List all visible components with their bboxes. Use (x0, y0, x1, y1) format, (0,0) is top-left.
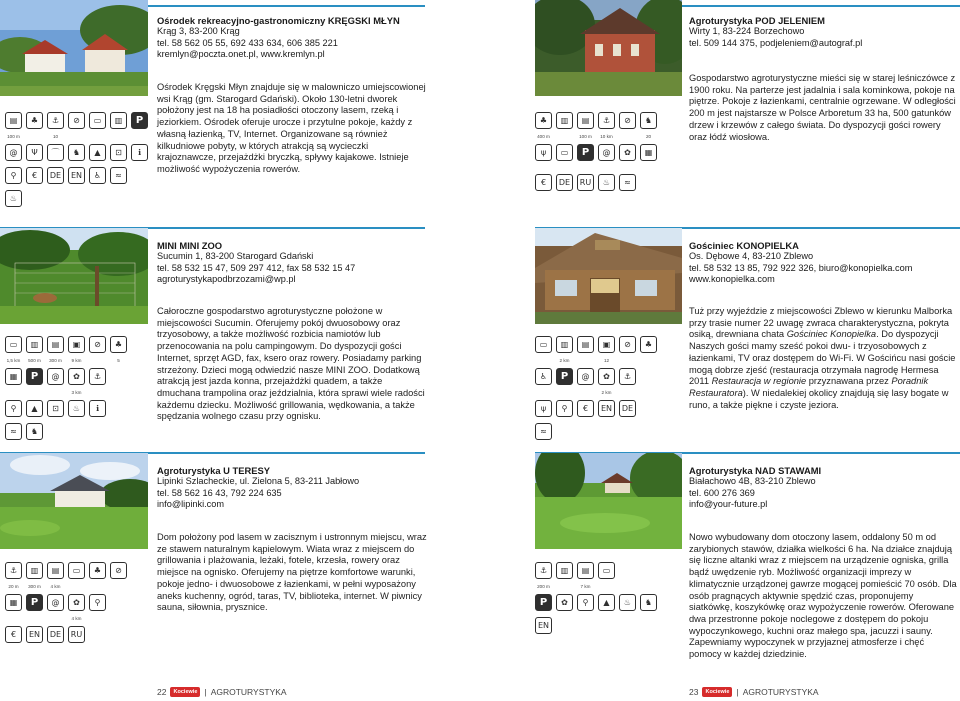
listing-title: Ośrodek rekreacyjno-gastronomiczny KRĘGSKI MŁYN (157, 15, 400, 26)
pets-icon: ✿ (68, 594, 85, 611)
distance-label: 10 (52, 134, 59, 139)
distance-label (26, 388, 43, 397)
kociewie-logo: Kociewie (170, 687, 200, 697)
bed-icon: ▭ (89, 112, 106, 129)
tent-icon: ▲ (598, 594, 615, 611)
listing-description: Ośrodek Kręgski Młyn znajduje się w malowniczo umiejscowionej wsi Krąg (gm. Starogard Gdański). Około 130-letni dworek położony jest na 18 ha posiadłości otoczony lasem, rzeką i jeziorkiem. Ośrodek oferuje urocze i przytulne pokoje, każdy z własną łazienką, TV, Internet. Organizowane są również kilkudniowe pobyty, w których atrakcją są wycieczki krajoznawcze, przejażdżki bryczką, spływy kajakowe. Istnieje możliwość wypożyczenia rowerów. (157, 82, 426, 174)
distance-label: 400 m (537, 134, 550, 139)
desc-italic: Gościniec Konopielka (786, 329, 877, 340)
shop-icon: ▣ (598, 336, 615, 353)
distance-label: 500 m (28, 358, 41, 363)
distance-label (89, 356, 106, 365)
distance-label (26, 132, 43, 141)
listing-address: Białachowo 4B, 83-210 Zblewo (689, 476, 816, 487)
no-smoking-icon: ⊘ (68, 112, 85, 129)
desc-italic: Restauracja w regionie (711, 376, 807, 387)
bus-icon: ▤ (577, 112, 594, 129)
parking-icon: P (26, 594, 43, 611)
bicycle-icon: ⚲ (5, 167, 22, 184)
distance-label (556, 388, 573, 397)
pets-icon: ✿ (598, 368, 615, 385)
no-smoking-icon: ⊘ (89, 336, 106, 353)
distance-label: 300 m (49, 358, 62, 363)
listing-mini-zoo-header (157, 240, 427, 285)
train-icon: ▥ (556, 112, 573, 129)
fire-icon: ♨ (5, 190, 22, 207)
bicycle-icon: ⚲ (5, 400, 22, 417)
sauna-icon: ≈ (5, 423, 22, 440)
fishing-icon: ⚓ (89, 368, 106, 385)
bicycle-icon: ⚲ (89, 594, 106, 611)
horse-icon: ♞ (640, 594, 657, 611)
distance-label (619, 132, 636, 141)
restaurant-icon: ψ (535, 400, 552, 417)
listing-contact: www.konopielka.com (689, 273, 775, 284)
page-number: 23 (689, 687, 699, 697)
language-ru: RU (577, 174, 594, 191)
disabled-access-icon: ♿ (89, 167, 106, 184)
footer-separator: | (204, 687, 207, 697)
tent-icon: ▲ (89, 144, 106, 161)
fishing-icon: ⚓ (619, 368, 636, 385)
no-smoking-icon: ⊘ (110, 562, 127, 579)
distance-label: 3 km (71, 390, 82, 395)
listing-address: Lipinki Szlacheckie, ul. Zielona 5, 83-211 Jabłowo (157, 476, 360, 487)
euro-icon: € (535, 174, 552, 191)
footer-section: AGROTURYSTYKA (742, 687, 819, 697)
listing-title: Agroturystyka U TERESY (157, 465, 271, 476)
listing-phone: tel. 509 144 375, podjeleniem@autograf.pl (689, 37, 863, 48)
photo-konopielka (535, 228, 682, 324)
sauna-icon: ≈ (619, 174, 636, 191)
distance-label: 1,5 km (6, 358, 21, 363)
photo-pod-jeleniem (535, 0, 682, 96)
campfire-icon: ♨ (619, 594, 636, 611)
bus-icon: ▤ (47, 336, 64, 353)
restaurant-icon: ψ (535, 144, 552, 161)
distance-label: 10 km (600, 134, 613, 139)
train-icon: ▥ (26, 562, 43, 579)
listing-address: Sucumin 1, 83-200 Starogard Gdański (157, 251, 314, 262)
page-number: 22 (157, 687, 167, 697)
amenity-icons (535, 562, 657, 640)
language-de: DE (556, 174, 573, 191)
desc-text: przyznawana przez (806, 376, 892, 387)
internet-icon: @ (577, 368, 594, 385)
listing-nad-stawami-header (689, 465, 959, 510)
footer-section: AGROTURYSTYKA (210, 687, 287, 697)
horse-icon: ♞ (26, 423, 43, 440)
distance-label: 7 km (580, 584, 591, 589)
distance-label: 20 m (8, 584, 19, 589)
language-en: EN (68, 167, 85, 184)
distance-label (5, 388, 22, 397)
amenity-icons (5, 562, 127, 649)
tree-icon: ♣ (535, 112, 552, 129)
tree-icon: ♣ (26, 112, 43, 129)
desc-italic: Poradnik Restauratora (689, 376, 929, 398)
photo-nad-stawami (535, 453, 682, 549)
bed-icon: ▭ (68, 562, 85, 579)
listing-address: Krąg 3, 83-200 Krąg (157, 26, 240, 37)
canoe-icon: ⌒ (47, 144, 64, 161)
hiking-icon: ℹ (131, 144, 148, 161)
language-ru: RU (68, 626, 85, 643)
bed-icon: ▭ (535, 336, 552, 353)
train-icon: ▥ (110, 112, 127, 129)
listing-title: Agroturystyka NAD STAWAMI (689, 465, 822, 476)
sauna-icon: ≈ (110, 167, 127, 184)
amenity-icons (535, 336, 657, 446)
language-en: EN (26, 626, 43, 643)
euro-icon: € (577, 400, 594, 417)
parking-icon: P (535, 594, 552, 611)
bicycle-icon: ⚲ (556, 400, 573, 417)
distance-label (556, 582, 573, 591)
distance-label (556, 132, 573, 141)
distance-label: 5 (117, 358, 120, 363)
caravan-icon: ⊡ (110, 144, 127, 161)
distance-label (47, 388, 64, 397)
bicycle-icon: ⚲ (577, 594, 594, 611)
listing-description: Gospodarstwo agroturystyczne mieści się w starej leśniczówce z 1900 roku. Na parterze jest jadalnia i sala kominkowa, pokoje na piętrze. Pokoje z łazienkami, centralnie ogrzewane. W odległości 200 m jest najstarsze w Polsce Arboretum 33 ha, 500 gatunków drzew i krzewów z całego świata. Do dyspozycji gości rowery oraz łódź wiosłowa. (689, 73, 956, 142)
listing-phone: tel. 58 532 15 47, 509 297 412, fax 58 532 15 47 (157, 262, 356, 273)
hiking-icon: ℹ (89, 400, 106, 417)
no-smoking-icon: ⊘ (619, 336, 636, 353)
listing-address: Os. Dębowe 4, 83-210 Zblewo (689, 251, 814, 262)
distance-label: 100 m (7, 134, 20, 139)
distance-label: 9 km (71, 358, 82, 363)
internet-icon: @ (47, 594, 64, 611)
distance-label (535, 356, 552, 365)
distance-label: 200 m (537, 584, 550, 589)
fishing-icon: ⚓ (47, 112, 64, 129)
disabled-access-icon: ♿ (535, 368, 552, 385)
language-de: DE (47, 167, 64, 184)
distance-label: 4 km (71, 616, 82, 621)
bed-icon: ▭ (5, 336, 22, 353)
train-icon: ▥ (26, 336, 43, 353)
fishing-icon: ⚓ (535, 562, 552, 579)
listing-phone: tel. 58 532 13 85, 792 922 326, biuro@konopielka.com (689, 262, 913, 273)
distance-label: 300 m (28, 584, 41, 589)
photo-kregski-mlyn (0, 0, 148, 96)
listing-title: Agroturystyka POD JELENIEM (689, 15, 825, 26)
distance-label: 2 km (559, 358, 570, 363)
fire-icon: ♨ (598, 174, 615, 191)
tree-icon: ♣ (89, 562, 106, 579)
distance-label (47, 614, 64, 623)
listing-description: Nowo wybudowany dom otoczony lasem, oddalony 50 m od zarybionych stawów, działka wielkości 6 ha. Na działce znajdują się liczne altanki wraz z miejscem na urządzenie ogniska, grilla bądź uwędzenie ryb. Możliwość organizacji imprezy w klimatycznie urządzonej gawrze mogącej pomieścić 70 osób. Dla osób pragnących aktywnie spędzić czas, proponujemy siatkówkę, koszykówkę oraz wypożyczenie rowerów. Oferowane dwa przestronne pokoje noclegowe z dostępem do pokoju wypoczynkowego, kuchni oraz małego spa, jacuzzi i sauny. Zapewniamy wypoczynek w przyjaznej atmosferze i chęć pomocy w każdej dziedzinie. (689, 532, 957, 660)
footer-left (157, 687, 287, 697)
parking-icon: P (577, 144, 594, 161)
language-de: DE (619, 400, 636, 417)
parking-icon: P (556, 368, 573, 385)
tree-icon: ♣ (640, 336, 657, 353)
bus-icon: ▤ (47, 562, 64, 579)
train-icon: ▥ (556, 336, 573, 353)
playground-icon: Ψ (26, 144, 43, 161)
footer-separator: | (736, 687, 739, 697)
distance-label (577, 356, 594, 365)
listing-konopielka-header (689, 240, 959, 285)
listing-pod-jeleniem-header (689, 15, 959, 49)
listing-u-teresy-header (157, 465, 427, 510)
photo-u-teresy (0, 453, 148, 549)
language-en: EN (598, 400, 615, 417)
amenity-icons (5, 112, 148, 213)
listing-description (689, 306, 957, 411)
bed-icon: ▭ (556, 144, 573, 161)
distance-label: 2 km (601, 390, 612, 395)
listing-title: Gościniec KONOPIELKA (689, 240, 799, 251)
campfire-icon: ♨ (68, 400, 85, 417)
listing-contact: info@your-future.pl (689, 498, 768, 509)
listing-contact: agroturystykapodbrzozami@wp.pl (157, 273, 296, 284)
listing-title: MINI MINI ZOO (157, 240, 223, 251)
amenity-icons (535, 112, 657, 197)
tree-icon: ♣ (110, 336, 127, 353)
listing-description: Dom położony pod lasem w zacisznym i ustronnym miejscu, wraz ze stawem naturalnym kąpielowym. Wiata wraz z miejscem do grillowania i plażowania, leżaki, fotele, krzesła, rowery oraz miejsce na ognisko. Oferujemy na piętrze komfortowe warunki, pokoje jedno- i dwuosobowe z łazienkami, w pełni wyposażony aneks kuchenny, ogród, taras, TV, biblioteka, internet. W piwnicy sauna, siłownia, prysznice. (157, 532, 427, 613)
fishing-icon: ⚓ (5, 562, 22, 579)
listing-phone: tel. 600 276 369 (689, 487, 755, 498)
bus-icon: ▤ (577, 562, 594, 579)
language-de: DE (47, 626, 64, 643)
distance-label: 4 km (50, 584, 61, 589)
parking-icon: P (131, 112, 148, 129)
no-smoking-icon: ⊘ (619, 112, 636, 129)
euro-icon: € (26, 167, 43, 184)
train-icon: ▥ (556, 562, 573, 579)
bus-icon: ▤ (5, 112, 22, 129)
distance-label (26, 614, 43, 623)
horse-icon: ♞ (640, 112, 657, 129)
distance-label (535, 388, 552, 397)
footer-right (689, 687, 819, 697)
distance-label: 100 m (579, 134, 592, 139)
internet-icon: @ (5, 144, 22, 161)
fishing-icon: ⚓ (598, 112, 615, 129)
distance-label: 12 (603, 358, 610, 363)
horse-icon: ♞ (68, 144, 85, 161)
kociewie-logo: Kociewie (702, 687, 732, 697)
listing-contact: info@lipinki.com (157, 498, 225, 509)
amenity-icons (5, 336, 127, 446)
listing-contact: kremlyn@poczta.onet.pl, www.kremlyn.pl (157, 48, 325, 59)
desc-text: . Do dyspozycji Naszych gości mamy sześć pokoi dwu- i trzyosobowych z łazienkami, TV oraz dostępem do Wi-Fi. W Gościńcu nasi goście mogą dobrze zjeść (restauracja otrzymała nagrodę Hermesa 2011 (689, 329, 956, 387)
pets-icon: ✿ (619, 144, 636, 161)
kitchen-icon: ▦ (5, 368, 22, 385)
bed-icon: ▭ (598, 562, 615, 579)
desc-text: Tuż przy wyjeździe z miejscowości Zblewo w kierunku Malborka przy trasie numer 22 uwagę zwraca charakterystyczna, pokryta osiką, drewniana chata (689, 306, 953, 340)
listing-phone: tel. 58 562 16 43, 792 224 635 (157, 487, 282, 498)
listing-kregski-header (157, 15, 427, 60)
shop-icon: ▣ (68, 336, 85, 353)
pets-icon: ✿ (68, 368, 85, 385)
distance-label (577, 388, 594, 397)
internet-icon: @ (47, 368, 64, 385)
internet-icon: @ (598, 144, 615, 161)
distance-label (5, 614, 22, 623)
parking-icon: P (26, 368, 43, 385)
pets-icon: ✿ (556, 594, 573, 611)
desc-text: ). W niedalekiej okolicy znajdują się lasy bogate w runo, a także piękne i czyste jeziora. (689, 387, 949, 410)
euro-icon: € (5, 626, 22, 643)
kitchen-icon: ▦ (5, 594, 22, 611)
language-en: EN (535, 617, 552, 634)
caravan-icon: ⊡ (47, 400, 64, 417)
photo-mini-zoo (0, 228, 148, 324)
sauna-icon: ≈ (535, 423, 552, 440)
tent-icon: ▲ (26, 400, 43, 417)
bus-icon: ▤ (577, 336, 594, 353)
listing-phone: tel. 58 562 05 55, 692 433 634, 606 385 221 (157, 37, 338, 48)
kitchen-icon: ▦ (640, 144, 657, 161)
listing-description: Całoroczne gospodarstwo agroturystyczne położone w miejscowości Sucumin. Oferujemy pokój dwuosobowy oraz trzyosobowy, a także możliwość rozbicia namiotów lub przenocowania na polu campingowym. Do dyspozycji gości Internet, sprzęt AGD, fax, ksero oraz rowery. Posiadamy parking strzeżony. Dzieci mogą odwiedzić nasze MINI ZOO. Dodatkową atrakcją jest jazda konna, przejażdżki quadem, a także dmuchana trampolina oraz jeździalnia, która sprawi wiele radości każdemu dziecku. Możliwość grillowania, wędkowania, a także spędzania wolnego czasu przy ognisku. (157, 306, 425, 422)
distance-label: 20 (645, 134, 652, 139)
listing-address: Wirty 1, 83-224 Borzechowo (689, 26, 805, 37)
